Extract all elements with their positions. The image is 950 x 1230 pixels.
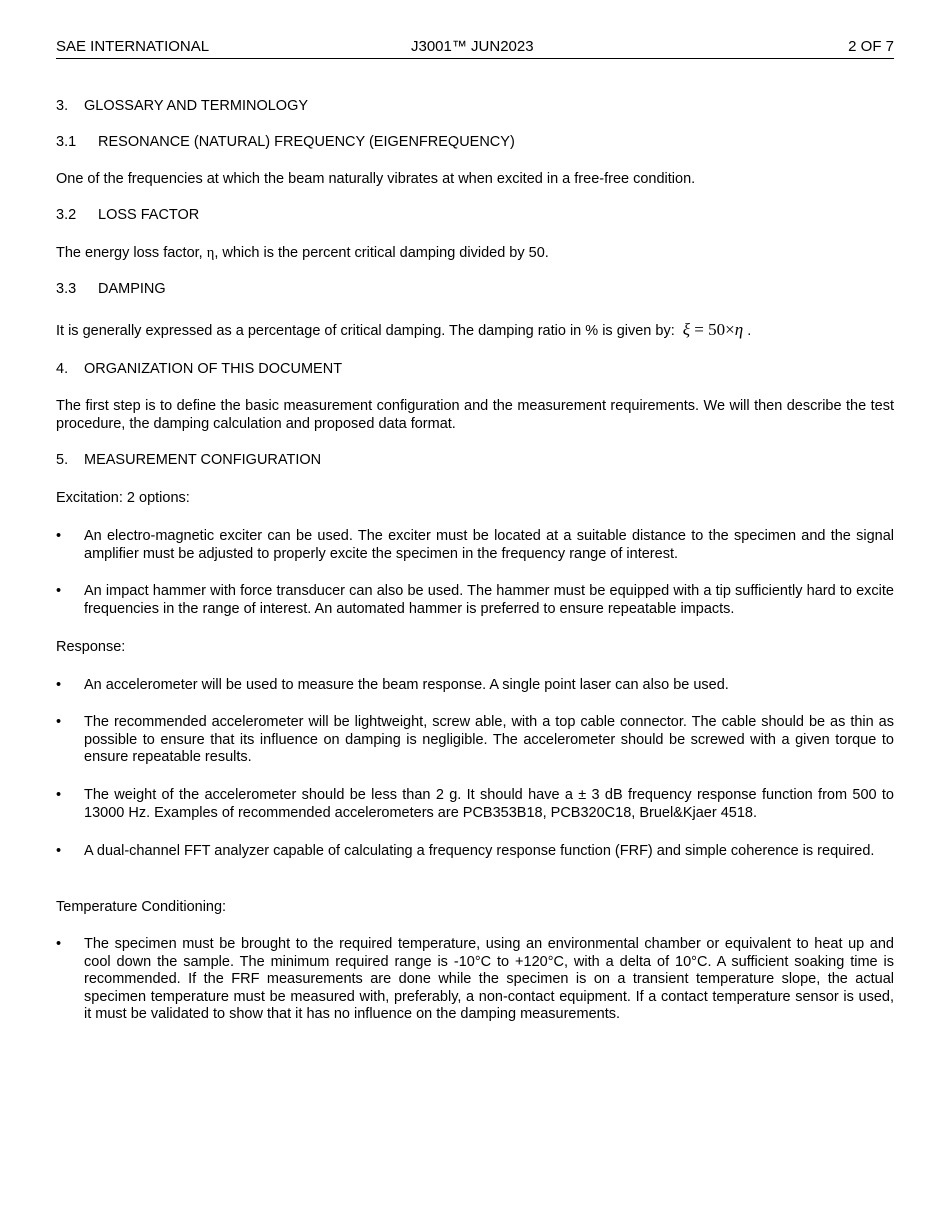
section-title: DAMPING xyxy=(98,281,166,297)
section-number: 5. xyxy=(56,452,69,468)
damping-formula xyxy=(683,320,743,339)
section-title: LOSS FACTOR xyxy=(98,207,200,223)
section-title: GLOSSARY AND TERMINOLOGY xyxy=(84,98,309,114)
times-sign: × xyxy=(725,320,735,339)
section-3-1-text: One of the frequencies at which the beam naturally vibrates at when excited in a free-free condition. xyxy=(56,171,696,187)
bullet-icon: • xyxy=(56,936,62,952)
section-3-3-text xyxy=(56,321,894,341)
formula-constant: 50 xyxy=(708,320,726,339)
list-item-text: An accelerometer will be used to measure the beam response. A single point laser can also be used. xyxy=(84,677,729,693)
bullet-icon: • xyxy=(56,528,62,544)
formula-end: . xyxy=(743,323,752,339)
list-item-text: A dual-channel FFT analyzer capable of calculating a frequency response function (FRF) and simple coherence is required. xyxy=(84,843,875,859)
section-3-2-text xyxy=(56,245,894,263)
page-header xyxy=(56,38,894,59)
excitation-label: Excitation: 2 options: xyxy=(56,490,190,506)
section-5-heading xyxy=(56,452,894,470)
eta-symbol: η xyxy=(206,245,215,261)
bullet-icon: • xyxy=(56,677,62,693)
section-number: 3.1 xyxy=(56,134,77,150)
bullet-icon: • xyxy=(56,787,62,803)
section-number: 3.3 xyxy=(56,281,77,297)
section-title: MEASUREMENT CONFIGURATION xyxy=(84,452,322,468)
list-item-text: The specimen must be brought to the required temperature, using an environmental chamber or equivalent to heat up and cool down the sample. The minimum required range is -10°C to +120°C, with a delta of 10°C. A sufficient soaking time is recommended. If the FRF measurements are done while the specimen is on a transient temperature slope, the actual specimen temperature must be measured with, preferably, a non-contact equipment. If a contact temperature sensor is used, it must be validated to show that it has no influence on the damping measurements. xyxy=(84,936,894,1022)
section-number: 3.2 xyxy=(56,207,77,223)
section-4-heading xyxy=(56,361,894,379)
section-3-heading xyxy=(56,98,894,116)
text-run: , which is the percent critical damping divided by 50. xyxy=(214,245,549,261)
header-page-number: 2 OF 7 xyxy=(848,38,894,55)
header-organization: SAE INTERNATIONAL xyxy=(56,38,210,55)
bullet-icon: • xyxy=(56,583,62,599)
bullet-icon: • xyxy=(56,843,62,859)
bullet-icon: • xyxy=(56,714,62,730)
text-run: It is generally expressed as a percentage of critical damping. The damping ratio in % is given by: xyxy=(56,323,675,339)
list-item-text: The recommended accelerometer will be lightweight, screw able, with a top cable connector. The cable should be as thin as possible to ensure that its influence on damping is negligible. The accelerometer should be screwed with a given torque to ensure repeatable results. xyxy=(84,714,894,765)
section-title: ORGANIZATION OF THIS DOCUMENT xyxy=(84,361,343,377)
text-run: The energy loss factor, xyxy=(56,245,207,261)
temperature-label: Temperature Conditioning: xyxy=(56,899,227,915)
list-item-text: The weight of the accelerometer should be less than 2 g. It should have a ± 3 dB frequency response function from 500 to 13000 Hz. Examples of recommended accelerometers are PCB353B18, PCB320C18, Bruel&Kjaer 4518. xyxy=(84,787,894,821)
equals-sign: = xyxy=(690,320,709,339)
section-3-1-heading xyxy=(56,134,894,152)
section-number: 3. xyxy=(56,98,69,114)
header-document-id: J3001™ JUN2023 xyxy=(411,38,534,55)
response-label: Response: xyxy=(56,639,126,655)
section-title: RESONANCE (NATURAL) FREQUENCY (EIGENFREQUENCY) xyxy=(98,134,515,150)
section-number: 4. xyxy=(56,361,69,377)
section-3-2-heading xyxy=(56,207,894,225)
list-item-text: An electro-magnetic exciter can be used. The exciter must be located at a suitable distance to the specimen and the signal amplifier must be adjusted to properly excite the specimen in the frequency range of interest. xyxy=(84,528,894,562)
xi-symbol: ξ xyxy=(682,320,691,339)
list-item-text: An impact hammer with force transducer can also be used. The hammer must be equipped with a tip sufficiently hard to excite frequencies in the range of interest. An automated hammer is preferred to ensure repeatable impacts. xyxy=(84,583,894,617)
eta-symbol: η xyxy=(734,320,744,339)
section-3-3-heading xyxy=(56,281,894,299)
section-4-text: The first step is to define the basic measurement configuration and the measurement requirements. We will then describe the test procedure, the damping calculation and proposed data format. xyxy=(56,398,894,432)
